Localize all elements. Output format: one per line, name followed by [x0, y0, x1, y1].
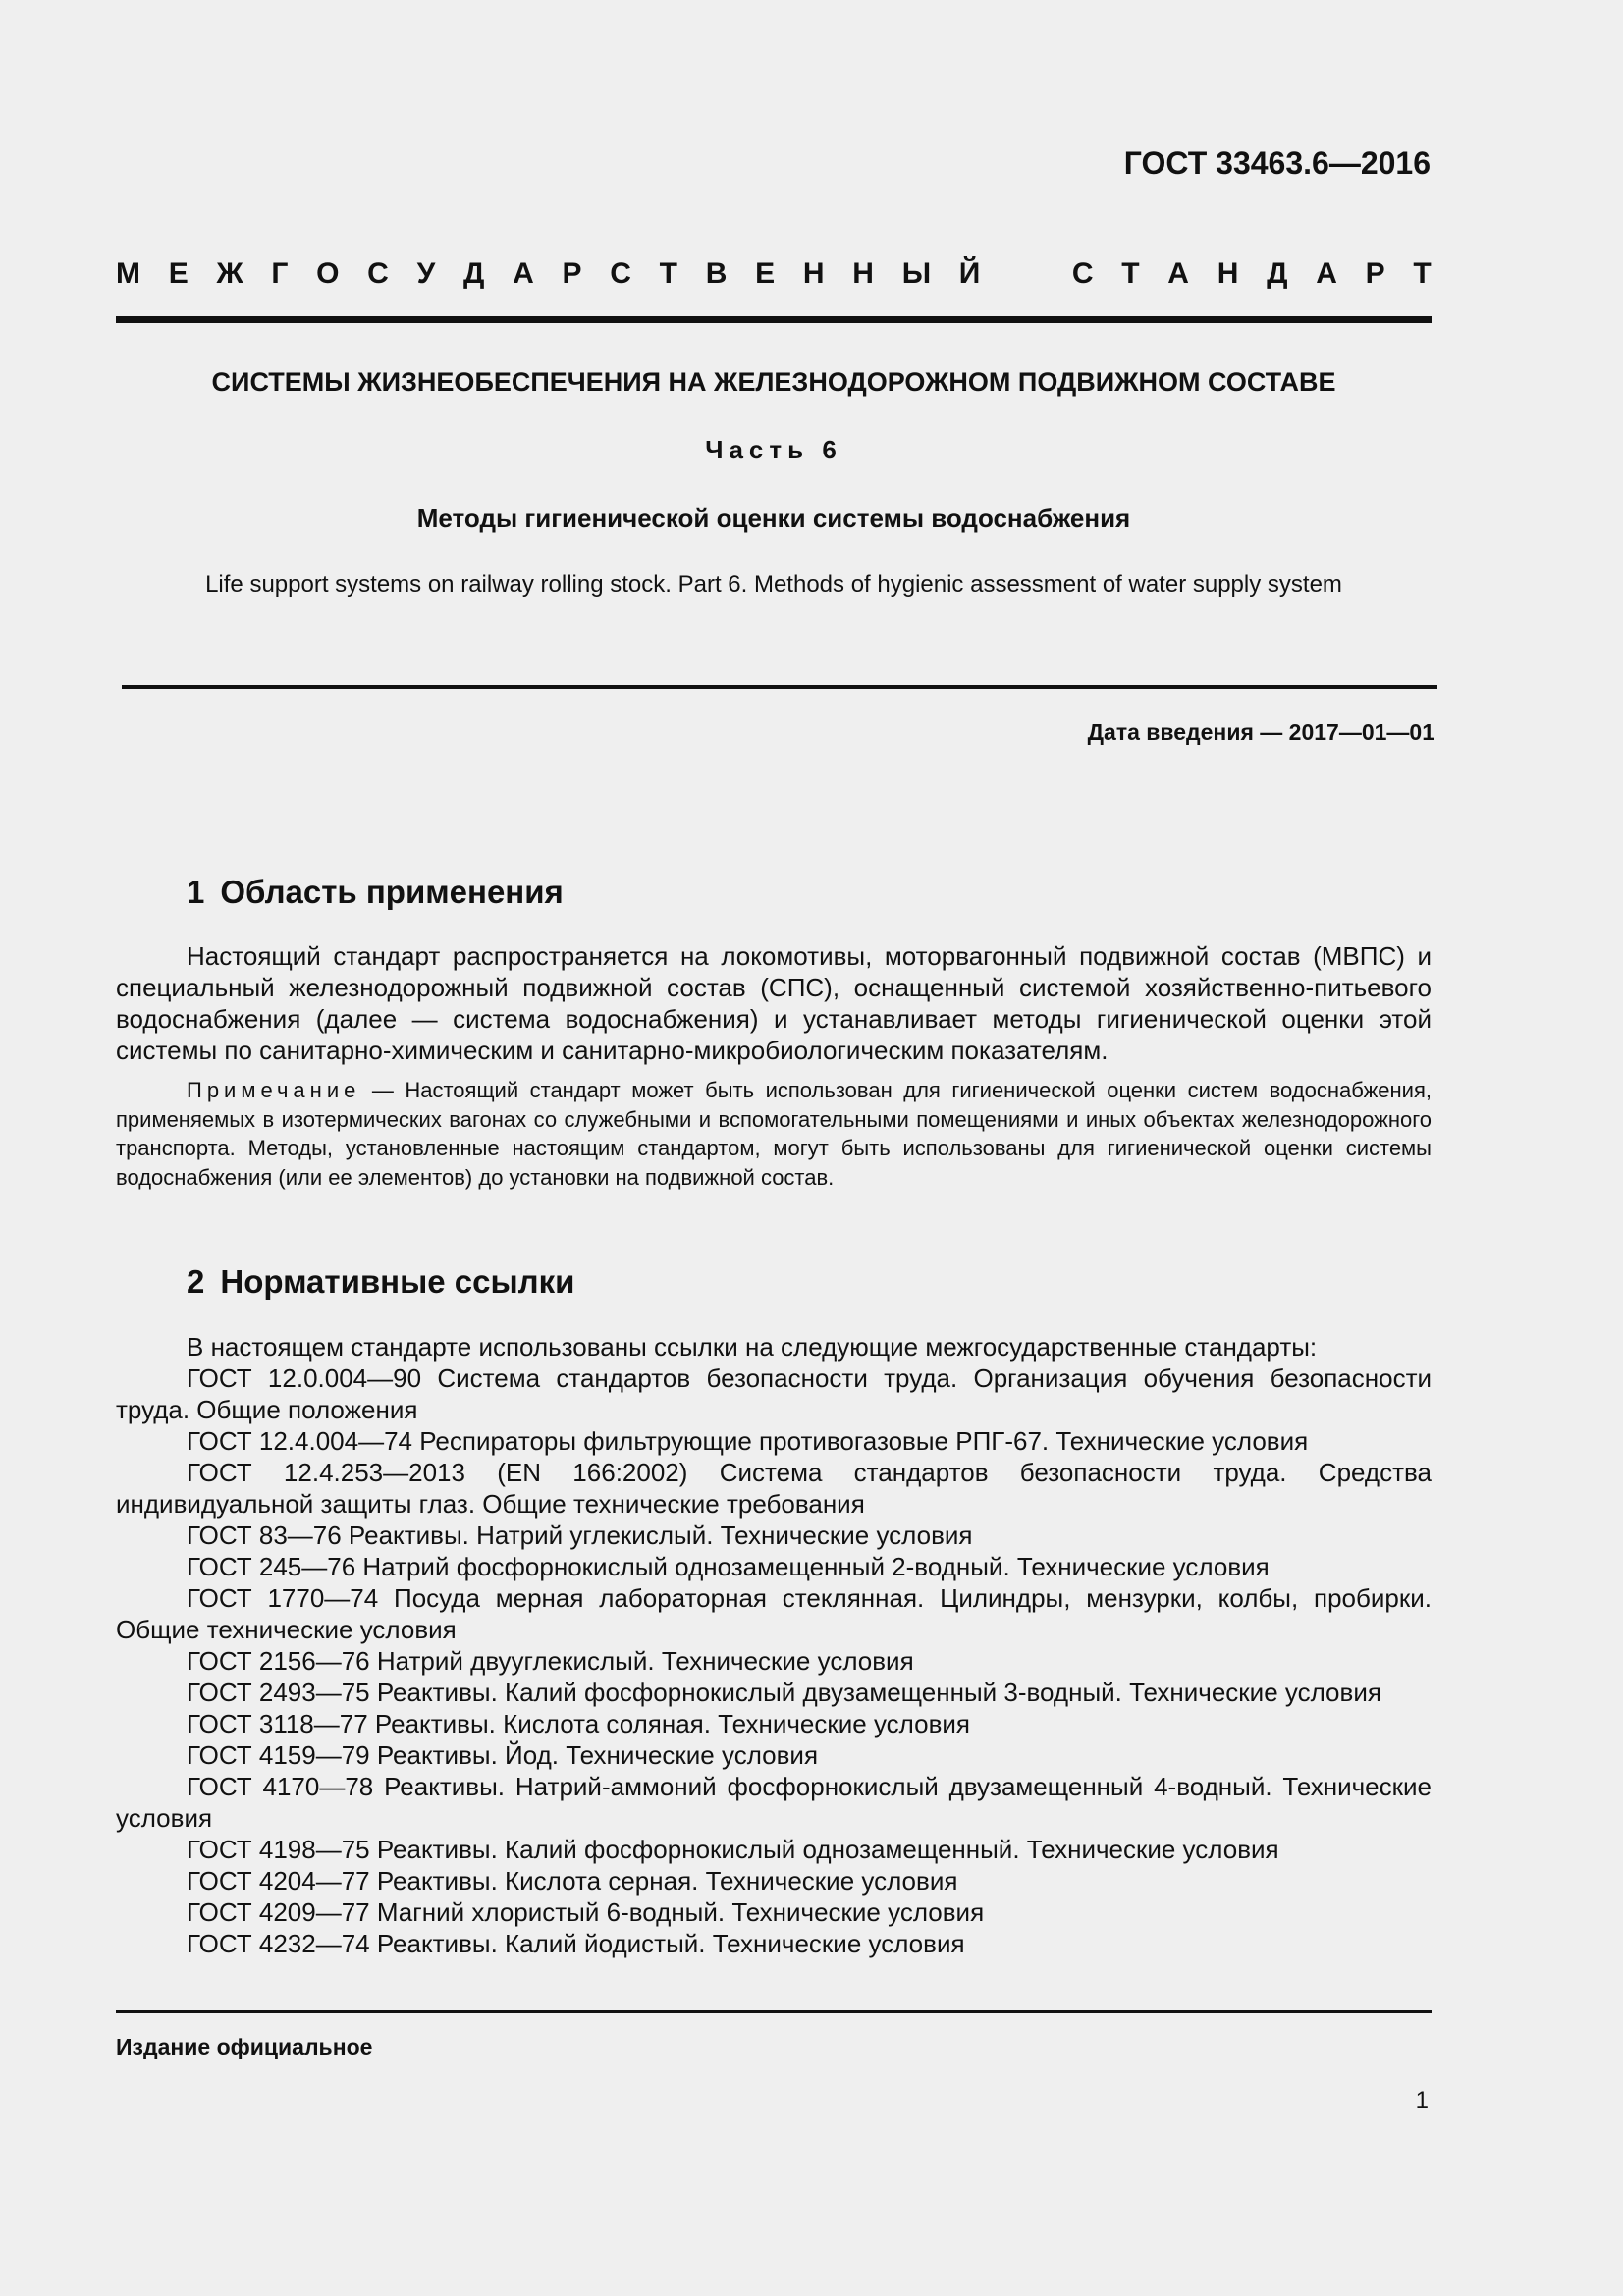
note-label: Примечание: [187, 1078, 361, 1102]
banner-letter: В: [705, 257, 728, 290]
introduction-date: Дата введения — 2017—01—01: [1087, 720, 1434, 745]
english-title: Life support systems on railway rolling stock. Part 6. Methods of hygienic assessment of water supply system: [205, 571, 1342, 598]
section-number: 2: [187, 1263, 205, 1300]
reference-item: ГОСТ 4204—77 Реактивы. Кислота серная. Технические условия: [187, 1866, 958, 1896]
footer-rule: [116, 2010, 1432, 2013]
scope-paragraph: Настоящий стандарт распространяется на локомотивы, моторвагонный подвижной состав (МВПС) и специальный железнодорожный подвижной состав (СПС), оснащенный системой хозяйственно-питьевого водоснабжения (далее — система водоснабжения) и устанавливает методы гигиенической оценки этой системы по санитарно-химическим и санитарно-микробиологическим показателям.: [116, 941, 1432, 1065]
banner-letter: С: [367, 257, 389, 290]
standard-kind-banner: [116, 257, 1432, 291]
banner-letter: А: [513, 257, 534, 290]
banner-letter: Н: [802, 257, 825, 290]
banner-letter: А: [1167, 257, 1189, 290]
reference-item: ГОСТ 2493—75 Реактивы. Калий фосфорнокислый двузамещенный 3-водный. Технические условия: [187, 1678, 1381, 1707]
reference-item: ГОСТ 12.0.004—90 Система стандартов безопасности труда. Организация обучения безопасности труда. Общие положения: [116, 1363, 1432, 1424]
banner-letter: А: [1316, 257, 1337, 290]
banner-word-gap: [1008, 257, 1044, 291]
banner-letter: Н: [852, 257, 874, 290]
banner-letter: Т: [1413, 257, 1432, 290]
references-list: [116, 1331, 1432, 1959]
banner-letter: Р: [1365, 257, 1385, 290]
header-rule: [116, 316, 1432, 323]
part-label: Часть 6: [705, 435, 842, 464]
banner-letter: Т: [659, 257, 677, 290]
banner-letter: Т: [1121, 257, 1140, 290]
section-body: [116, 940, 1432, 1192]
page-number: 1: [1415, 2087, 1429, 2113]
reference-item: ГОСТ 245—76 Натрий фосфорнокислый однозамещенный 2-водный. Технические условия: [187, 1552, 1270, 1581]
banner-letter: У: [416, 257, 436, 290]
reference-item: ГОСТ 4170—78 Реактивы. Натрий-аммоний фосфорнокислый двузамещенный 4-водный. Технические условия: [116, 1772, 1432, 1833]
references-intro: В настоящем стандарте использованы ссылки на следующие межгосударственные стандарты:: [187, 1332, 1318, 1362]
banner-letter: Д: [462, 257, 485, 290]
banner-letter: Е: [168, 257, 189, 290]
banner-letter: Е: [755, 257, 776, 290]
banner-letter: С: [610, 257, 631, 290]
banner-letter: Г: [271, 257, 289, 290]
banner-letter: Ж: [216, 257, 243, 290]
reference-item: ГОСТ 12.4.004—74 Респираторы фильтрующие противогазовые РПГ-67. Технические условия: [187, 1426, 1309, 1456]
banner-letter: Р: [562, 257, 582, 290]
banner-letter: С: [1071, 257, 1094, 290]
edition-label: Издание официальное: [116, 2034, 373, 2059]
reference-item: ГОСТ 4198—75 Реактивы. Калий фосфорнокислый однозамещенный. Технические условия: [187, 1835, 1279, 1864]
note-text: — Настоящий стандарт может быть использован для гигиенической оценки систем водоснабжения, применяемых в изотермических вагонах со служебными и вспомогательными помещениями и иных объектах железнодорожного транспорта. Методы, установленные настоящим стандартом, могут быть использованы для гигиенической оценки системы водоснабжения (или ее элементов) до установки на подвижной состав.: [116, 1078, 1432, 1190]
banner-letter: Н: [1217, 257, 1239, 290]
banner-letter: Ы: [901, 257, 932, 290]
title-rule: [122, 685, 1437, 689]
document-title: СИСТЕМЫ ЖИЗНЕОБЕСПЕЧЕНИЯ НА ЖЕЛЕЗНОДОРОЖНОМ ПОДВИЖНОМ СОСТАВЕ: [211, 367, 1336, 397]
section-title: Область применения: [220, 874, 564, 910]
note-paragraph: [116, 1076, 1432, 1192]
section-number: 1: [187, 874, 205, 910]
reference-item: ГОСТ 83—76 Реактивы. Натрий углекислый. Технические условия: [187, 1521, 973, 1550]
reference-item: ГОСТ 4232—74 Реактивы. Калий йодистый. Технические условия: [187, 1929, 965, 1958]
reference-item: ГОСТ 2156—76 Натрий двууглекислый. Технические условия: [187, 1646, 914, 1676]
document-subtitle: Методы гигиенической оценки системы водоснабжения: [416, 504, 1131, 533]
banner-letter: Й: [958, 257, 981, 290]
reference-item: ГОСТ 12.4.253—2013 (EN 166:2002) Система стандартов безопасности труда. Средства индивидуальной защиты глаз. Общие технические требования: [116, 1458, 1432, 1519]
banner-letter: О: [316, 257, 340, 290]
reference-item: ГОСТ 1770—74 Посуда мерная лабораторная стеклянная. Цилиндры, мензурки, колбы, пробирки. Общие технические условия: [116, 1583, 1432, 1644]
banner-letter: Д: [1267, 257, 1288, 290]
section-title: Нормативные ссылки: [220, 1263, 575, 1300]
reference-item: ГОСТ 4209—77 Магний хлористый 6-водный. Технические условия: [187, 1897, 985, 1927]
section-heading: [187, 874, 564, 911]
reference-item: ГОСТ 3118—77 Реактивы. Кислота соляная. Технические условия: [187, 1709, 971, 1738]
section-heading: [187, 1263, 574, 1301]
document-number: ГОСТ 33463.6—2016: [1123, 145, 1431, 181]
reference-item: ГОСТ 4159—79 Реактивы. Йод. Технические условия: [187, 1740, 819, 1770]
banner-letter: М: [116, 257, 140, 290]
